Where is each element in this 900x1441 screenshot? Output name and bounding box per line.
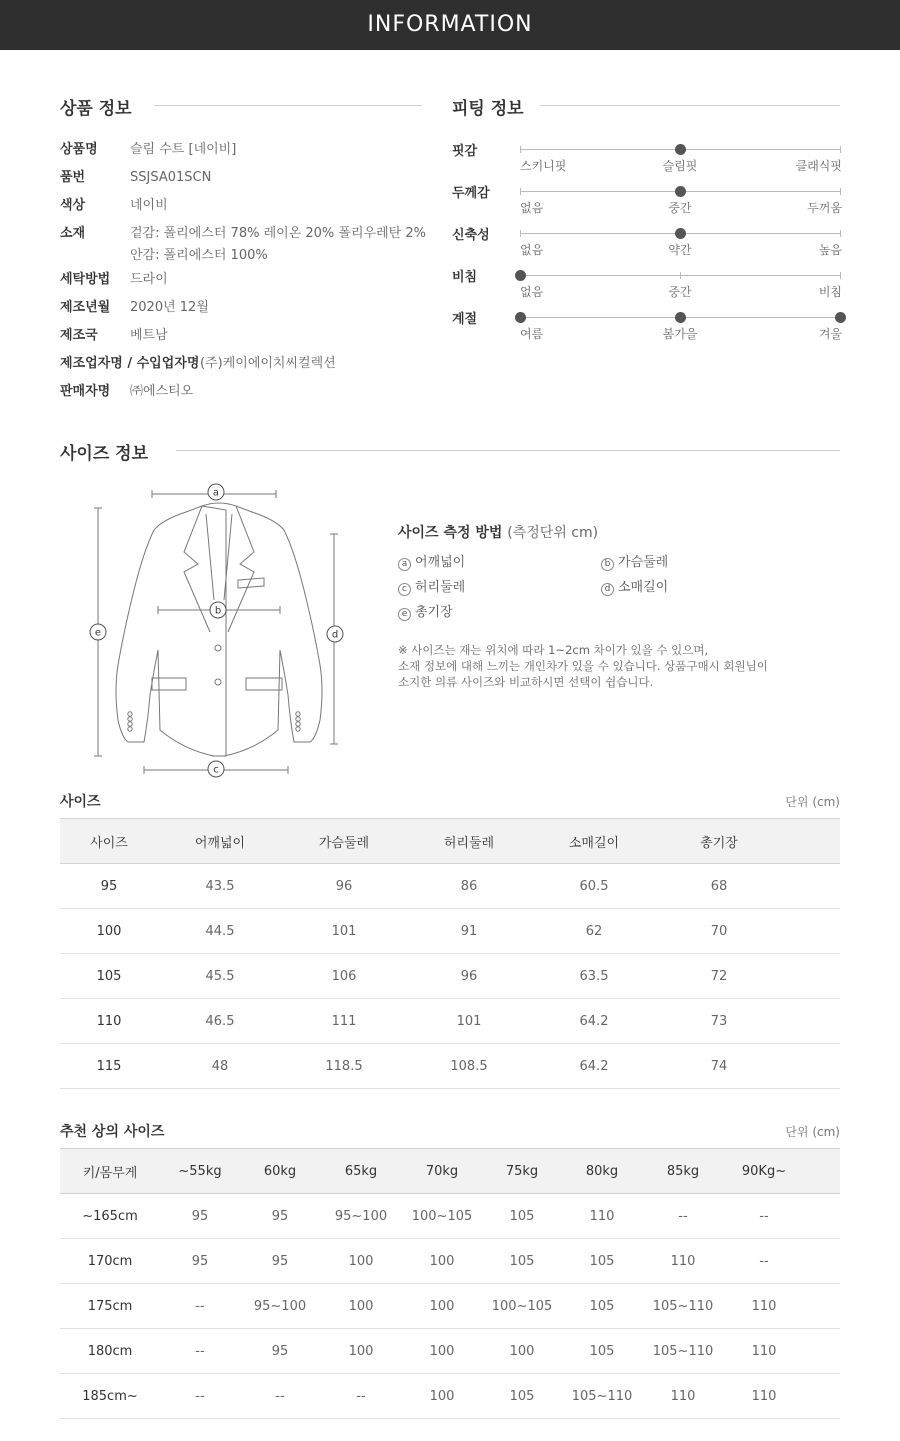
table-cell: 110 xyxy=(642,1374,724,1419)
table-header-cell: 어깨넓이 xyxy=(158,819,282,864)
table-cell: 180cm xyxy=(60,1329,160,1374)
table-cell: 100 xyxy=(402,1329,482,1374)
product-info-key: 제조국 xyxy=(60,328,98,343)
measure-label: 소매길이 xyxy=(618,580,669,595)
measure-method-unit: (측정단위 cm) xyxy=(507,525,599,541)
fitting-key: 신축성 xyxy=(452,228,490,243)
measure-letter: d xyxy=(601,583,614,596)
table-cell-spacer xyxy=(782,909,840,954)
table-cell: 43.5 xyxy=(158,864,282,909)
information-header: INFORMATION xyxy=(0,0,900,50)
table-cell: 118.5 xyxy=(282,1044,406,1089)
product-info-row xyxy=(60,298,440,318)
diagram-letter-d: d xyxy=(331,629,339,641)
product-info-key: 판매자명 xyxy=(60,384,111,399)
table-cell: 108.5 xyxy=(406,1044,532,1089)
product-info-key: 세탁방법 xyxy=(60,272,111,287)
table-cell: 74 xyxy=(656,1044,782,1089)
table-header-cell: 허리둘레 xyxy=(406,819,532,864)
product-info-value: (주)케이에이치씨컬렉션 xyxy=(200,356,336,371)
product-info-key: 품번 xyxy=(60,170,86,185)
fitting-scale-label: 없음 xyxy=(520,285,544,299)
table-cell: 46.5 xyxy=(158,999,282,1044)
table-cell-spacer xyxy=(804,1374,840,1419)
table-header-cell: 총기장 xyxy=(656,819,782,864)
table-row xyxy=(60,954,840,999)
recommended-size-table xyxy=(60,1148,840,1419)
fitting-scale-label: 스키니핏 xyxy=(520,159,567,173)
table-cell: 105~110 xyxy=(562,1374,642,1419)
table-cell: 110 xyxy=(724,1374,804,1419)
table-cell: 170cm xyxy=(60,1239,160,1284)
product-info-key: 제조년월 xyxy=(60,300,111,315)
fitting-row xyxy=(452,308,842,350)
table-cell: 45.5 xyxy=(158,954,282,999)
table-cell: 105 xyxy=(482,1239,562,1284)
fitting-row xyxy=(452,266,842,308)
table-header-cell: 80kg xyxy=(562,1149,642,1194)
diagram-letter-c: c xyxy=(213,764,219,776)
table-cell: 95 xyxy=(160,1194,240,1239)
table-cell: 96 xyxy=(282,864,406,909)
table-cell: 91 xyxy=(406,909,532,954)
size-note xyxy=(398,642,818,690)
measure-item xyxy=(398,576,465,596)
fitting-scale-label: 여름 xyxy=(520,327,544,341)
product-info-divider xyxy=(154,105,422,106)
size-note-line: 소재 정보에 대해 느끼는 개인차가 있을 수 있습니다. 상품구매시 회원님이 xyxy=(398,659,768,673)
table-cell: -- xyxy=(320,1374,402,1419)
fitting-scale-track xyxy=(520,191,840,192)
fitting-scale-label: 중간 xyxy=(668,201,692,215)
fitting-level-dot xyxy=(835,312,846,323)
size-note-line: 소지한 의류 사이즈와 비교하시면 선택이 쉽습니다. xyxy=(398,675,654,689)
product-info-row xyxy=(60,270,440,290)
table-cell: -- xyxy=(724,1194,804,1239)
table-cell: 100 xyxy=(402,1284,482,1329)
table-cell: 105~110 xyxy=(642,1329,724,1374)
fitting-key: 비침 xyxy=(452,270,478,285)
measure-letter: c xyxy=(398,583,411,596)
table-cell-spacer xyxy=(804,1239,840,1284)
table-cell-spacer xyxy=(782,999,840,1044)
fitting-scale-tick xyxy=(520,230,521,237)
size-table-title: 사이즈 xyxy=(60,794,101,810)
fitting-scale-label: 봄가을 xyxy=(662,327,698,341)
measure-letter: b xyxy=(601,558,614,571)
table-cell: 175cm xyxy=(60,1284,160,1329)
table-cell-spacer xyxy=(782,1044,840,1089)
fitting-scale-tick xyxy=(840,188,841,195)
fitting-scale-label: 겨울 xyxy=(818,327,842,341)
fitting-scale-tick xyxy=(520,188,521,195)
fitting-scale-tick xyxy=(840,272,841,279)
product-info-value: 슬림 수트 [네이비] xyxy=(130,142,237,157)
table-cell: 105 xyxy=(562,1239,642,1284)
table-cell: 105 xyxy=(482,1374,562,1419)
size-info-title: 사이즈 정보 xyxy=(60,444,149,464)
fitting-key: 계절 xyxy=(452,312,478,327)
table-cell: 64.2 xyxy=(532,1044,656,1089)
product-info-key: 제조업자명 / 수입업자명 xyxy=(60,356,200,371)
table-cell: 44.5 xyxy=(158,909,282,954)
measure-item xyxy=(398,551,465,571)
size-table-unit: 단위 (cm) xyxy=(785,795,840,809)
table-cell: 101 xyxy=(282,909,406,954)
fitting-level-dot xyxy=(675,144,686,155)
table-cell-spacer xyxy=(782,864,840,909)
product-info-key: 소재 xyxy=(60,226,86,241)
size-note-line: ※ 사이즈는 재는 위치에 따라 1~2cm 차이가 있을 수 있으며, xyxy=(398,643,709,657)
fitting-level-dot xyxy=(515,312,526,323)
table-cell: 101 xyxy=(406,999,532,1044)
table-cell: 95 xyxy=(240,1329,320,1374)
table-cell: 95 xyxy=(160,1239,240,1284)
table-cell: 110 xyxy=(724,1284,804,1329)
table-cell: 86 xyxy=(406,864,532,909)
table-header-row xyxy=(60,1149,840,1194)
product-info-value: 베트남 xyxy=(130,328,168,343)
table-header-spacer xyxy=(804,1149,840,1194)
measure-label: 총기장 xyxy=(415,605,453,620)
table-row xyxy=(60,1239,840,1284)
fitting-key: 핏감 xyxy=(452,144,478,159)
table-cell: 95 xyxy=(60,864,158,909)
fitting-scale-label: 비침 xyxy=(818,285,842,299)
product-info-row xyxy=(60,168,440,188)
fitting-level-dot xyxy=(675,186,686,197)
table-cell: 95 xyxy=(240,1239,320,1284)
table-cell: 64.2 xyxy=(532,999,656,1044)
table-cell: -- xyxy=(724,1239,804,1284)
fitting-scale-track xyxy=(520,275,840,276)
table-row xyxy=(60,1044,840,1089)
measure-item xyxy=(601,551,668,571)
fitting-row xyxy=(452,224,842,266)
table-header-cell: 75kg xyxy=(482,1149,562,1194)
product-info-value: 2020년 12월 xyxy=(130,300,209,315)
fitting-scale-tick xyxy=(680,272,681,279)
fitting-level-dot xyxy=(675,312,686,323)
table-cell: 100 xyxy=(60,909,158,954)
product-info-value: 드라이 xyxy=(130,272,168,287)
fitting-scale-track xyxy=(520,317,840,318)
fitting-level-dot xyxy=(675,228,686,239)
product-info-row xyxy=(60,196,440,216)
table-cell: 73 xyxy=(656,999,782,1044)
table-row xyxy=(60,864,840,909)
table-cell-spacer xyxy=(782,954,840,999)
table-cell: 105 xyxy=(60,954,158,999)
table-cell: -- xyxy=(642,1194,724,1239)
table-cell: 106 xyxy=(282,954,406,999)
measure-letter: a xyxy=(398,558,411,571)
table-row xyxy=(60,999,840,1044)
table-cell: 48 xyxy=(158,1044,282,1089)
fitting-scale-label: 슬림핏 xyxy=(662,159,698,173)
product-info-value: 겉감: 폴리에스터 78% 레이온 20% 폴리우레탄 2% xyxy=(130,226,426,241)
size-info-divider xyxy=(176,450,840,451)
measure-method-label: 사이즈 측정 방법 xyxy=(398,525,503,541)
product-info-row xyxy=(60,382,440,402)
rec-table-title: 추천 상의 사이즈 xyxy=(60,1124,165,1140)
table-row xyxy=(60,1329,840,1374)
table-cell: 105~110 xyxy=(642,1284,724,1329)
table-cell: 100 xyxy=(320,1239,402,1284)
table-cell: 105 xyxy=(482,1194,562,1239)
product-info-key: 상품명 xyxy=(60,142,98,157)
product-info-row xyxy=(60,224,440,268)
table-cell: 100~105 xyxy=(402,1194,482,1239)
measure-label: 허리둘레 xyxy=(415,580,466,595)
table-cell-spacer xyxy=(804,1284,840,1329)
table-cell: 185cm~ xyxy=(60,1374,160,1419)
fitting-scale-tick xyxy=(840,230,841,237)
fitting-scale-track xyxy=(520,149,840,150)
fitting-info-title: 피팅 정보 xyxy=(452,99,524,119)
table-cell: -- xyxy=(160,1284,240,1329)
fitting-scale-label: 없음 xyxy=(520,201,544,215)
fitting-scale-label: 없음 xyxy=(520,243,544,257)
product-info-value: 네이비 xyxy=(130,198,168,213)
table-cell: 111 xyxy=(282,999,406,1044)
table-cell: 95 xyxy=(240,1194,320,1239)
measure-letter: e xyxy=(398,608,411,621)
table-cell: 105 xyxy=(562,1284,642,1329)
table-header-cell: 소매길이 xyxy=(532,819,656,864)
table-header-cell: 가슴둘레 xyxy=(282,819,406,864)
table-cell: 63.5 xyxy=(532,954,656,999)
table-row xyxy=(60,1374,840,1419)
table-cell: -- xyxy=(160,1374,240,1419)
table-cell-spacer xyxy=(804,1194,840,1239)
table-cell: -- xyxy=(240,1374,320,1419)
fitting-scale-track xyxy=(520,233,840,234)
table-cell: 105 xyxy=(562,1329,642,1374)
fitting-scale-label: 약간 xyxy=(668,243,692,257)
table-header-row xyxy=(60,819,840,864)
table-header-cell: 65kg xyxy=(320,1149,402,1194)
rec-table-unit: 단위 (cm) xyxy=(785,1125,840,1139)
fitting-info-divider xyxy=(540,105,840,106)
fitting-scale-label: 높음 xyxy=(818,243,842,257)
product-info-key: 색상 xyxy=(60,198,86,213)
product-info-value-2: 안감: 폴리에스터 100% xyxy=(130,248,268,263)
product-info-row xyxy=(60,140,440,160)
table-header-cell: 사이즈 xyxy=(60,819,158,864)
product-info-row xyxy=(60,354,440,374)
fitting-scale-label: 중간 xyxy=(668,285,692,299)
table-cell: 96 xyxy=(406,954,532,999)
fitting-scale-tick xyxy=(840,146,841,153)
table-row xyxy=(60,1284,840,1329)
table-cell: 115 xyxy=(60,1044,158,1089)
size-table xyxy=(60,818,840,1089)
table-cell-spacer xyxy=(804,1329,840,1374)
product-info-title: 상품 정보 xyxy=(60,99,132,119)
fitting-row xyxy=(452,182,842,224)
fitting-scale-label: 두꺼움 xyxy=(807,201,842,215)
table-row xyxy=(60,1194,840,1239)
table-header-cell: 키/몸무게 xyxy=(60,1149,160,1194)
jacket-measurement-diagram xyxy=(84,480,354,780)
product-info-row xyxy=(60,326,440,346)
table-cell: 100 xyxy=(320,1284,402,1329)
table-cell: 110 xyxy=(642,1239,724,1284)
measure-item xyxy=(601,576,668,596)
diagram-letter-e: e xyxy=(94,627,102,639)
table-cell: 60.5 xyxy=(532,864,656,909)
table-cell: -- xyxy=(160,1329,240,1374)
measure-method-title xyxy=(398,522,598,542)
table-cell: 100 xyxy=(320,1329,402,1374)
table-header-spacer xyxy=(782,819,840,864)
table-cell: 100 xyxy=(482,1329,562,1374)
table-cell: 100 xyxy=(402,1239,482,1284)
diagram-letter-b: b xyxy=(214,605,222,617)
table-header-cell: 90Kg~ xyxy=(724,1149,804,1194)
table-cell: 72 xyxy=(656,954,782,999)
table-cell: 110 xyxy=(60,999,158,1044)
fitting-scale-tick xyxy=(520,146,521,153)
table-cell: 110 xyxy=(562,1194,642,1239)
table-header-cell: 70kg xyxy=(402,1149,482,1194)
table-header-cell: ~55kg xyxy=(160,1149,240,1194)
table-cell: 62 xyxy=(532,909,656,954)
measure-item xyxy=(398,601,453,621)
fitting-key: 두께감 xyxy=(452,186,490,201)
table-cell: 70 xyxy=(656,909,782,954)
table-cell: 95~100 xyxy=(320,1194,402,1239)
measure-label: 어깨넓이 xyxy=(415,555,466,570)
fitting-level-dot xyxy=(515,270,526,281)
table-cell: 68 xyxy=(656,864,782,909)
table-header-cell: 85kg xyxy=(642,1149,724,1194)
diagram-letter-a: a xyxy=(212,487,220,499)
measure-label: 가슴둘레 xyxy=(618,555,669,570)
table-cell: ~165cm xyxy=(60,1194,160,1239)
table-cell: 95~100 xyxy=(240,1284,320,1329)
table-cell: 100 xyxy=(402,1374,482,1419)
table-cell: 110 xyxy=(724,1329,804,1374)
table-row xyxy=(60,909,840,954)
fitting-scale-label: 클래식핏 xyxy=(795,159,842,173)
table-cell: 100~105 xyxy=(482,1284,562,1329)
product-info-value: ㈜에스티오 xyxy=(130,384,194,399)
table-header-cell: 60kg xyxy=(240,1149,320,1194)
product-info-value: SSJSA01SCN xyxy=(130,170,212,185)
fitting-row xyxy=(452,140,842,182)
